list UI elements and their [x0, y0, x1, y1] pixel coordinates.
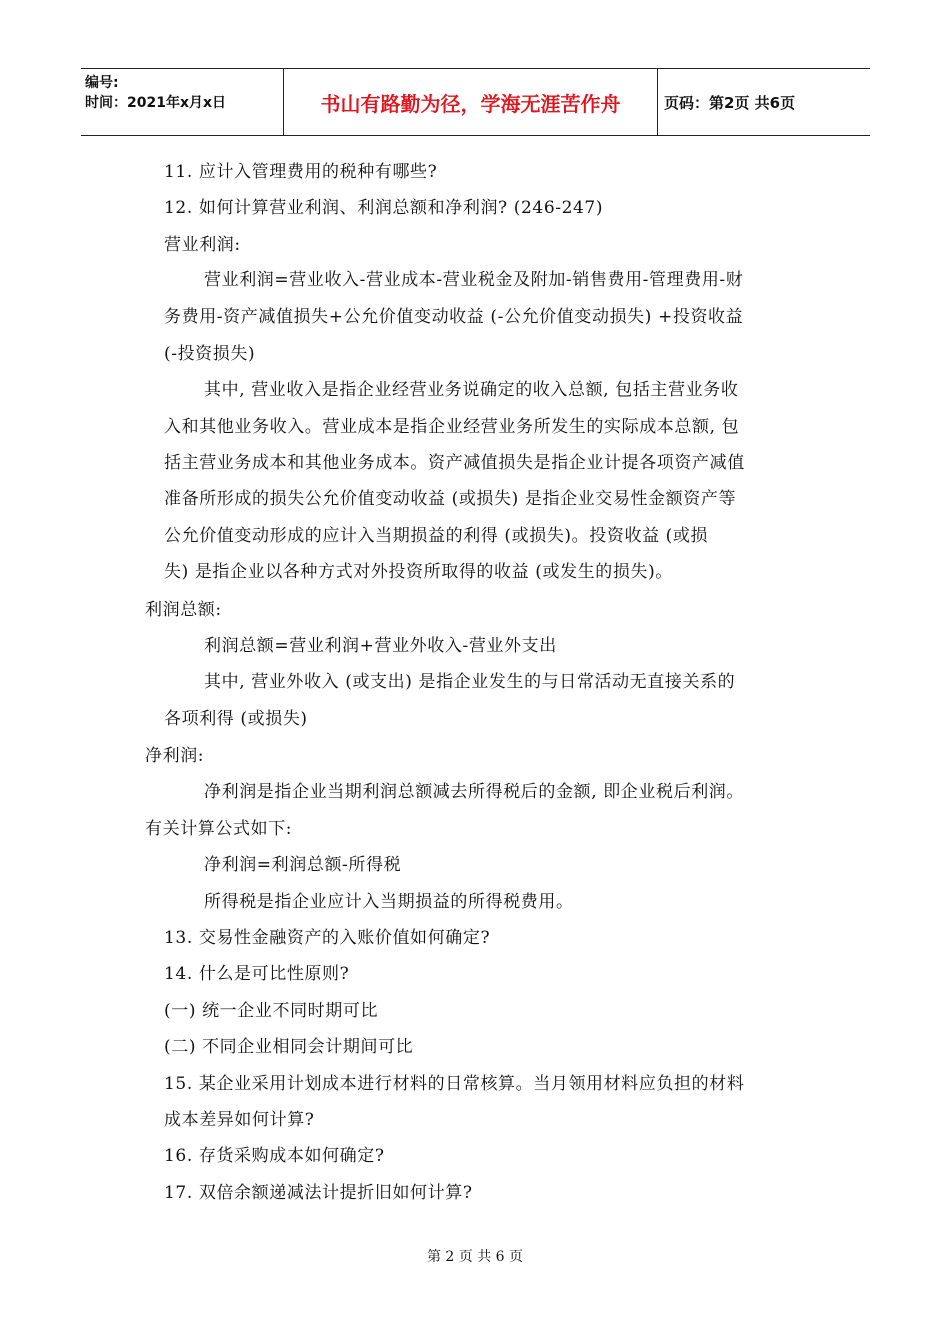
- list-item: (一) 统一企业不同时期可比: [164, 1001, 379, 1021]
- section-heading: 利润总额:: [145, 600, 222, 620]
- paragraph-line: 准备所形成的损失公允价值变动收益 (或损失) 是指企业交易性金额资产等: [164, 489, 737, 509]
- header-motto: 书山有路勤为径，学海无涯苦作舟: [283, 69, 658, 135]
- section-heading: 营业利润:: [164, 235, 241, 255]
- paragraph-line: 括主营业务成本和其他业务成本。资产减值损失是指企业计提各项资产减值: [164, 453, 745, 473]
- header-page-info: 页码：第2页 共6页: [664, 93, 796, 112]
- question-16: 16. 存货采购成本如何确定?: [164, 1146, 385, 1166]
- paragraph-line: 失) 是指企业以各种方式对外投资所取得的收益 (或发生的损失)。: [164, 562, 673, 582]
- question-14: 14. 什么是可比性原则?: [164, 964, 350, 984]
- paragraph-line: 其中, 营业外收入 (或支出) 是指企业发生的与日常活动无直接关系的: [204, 672, 736, 692]
- formula-line: 利润总额=营业利润+营业外收入-营业外支出: [204, 636, 557, 656]
- page-footer: 第 2 页 共 6 页: [426, 1249, 524, 1265]
- formula-line: 营业利润=营业收入-营业成本-营业税金及附加-销售费用-管理费用-财: [204, 270, 744, 290]
- number-label: 编号:: [85, 75, 119, 91]
- question-12: 12. 如何计算营业利润、利润总额和净利润? (246-247): [164, 198, 604, 218]
- paragraph-line: 净利润是指企业当期利润总额减去所得税后的金额, 即企业税后利润。: [204, 782, 745, 802]
- question-13: 13. 交易性金融资产的入账价值如何确定?: [164, 928, 491, 948]
- paragraph-line: 入和其他业务收入。营业成本是指企业经营业务所发生的实际成本总额, 包: [164, 417, 740, 437]
- page-header: [81, 68, 870, 136]
- question-15-cont: 成本差异如何计算?: [164, 1110, 315, 1130]
- question-17: 17. 双倍余额递减法计提折旧如何计算?: [164, 1183, 473, 1203]
- paragraph-line: 所得税是指企业应计入当期损益的所得税费用。: [204, 892, 574, 912]
- paragraph-line: 各项利得 (或损失): [164, 709, 308, 729]
- paragraph-line: 其中, 营业收入是指企业经营业务说确定的收入总额, 包括主营业务收: [204, 380, 739, 400]
- question-11: 11. 应计入管理费用的税种有哪些?: [164, 162, 438, 182]
- section-heading: 净利润:: [145, 746, 205, 766]
- paragraph-line: 有关计算公式如下:: [145, 819, 293, 839]
- formula-line: 务费用-资产减值损失+公允价值变动收益 (-公允价值变动损失) +投资收益: [164, 307, 744, 327]
- formula-line: 净利润=利润总额-所得税: [204, 855, 402, 875]
- list-item: (二) 不同企业相同会计期间可比: [164, 1037, 414, 1057]
- question-15: 15. 某企业采用计划成本进行材料的日常核算。当月领用材料应负担的材料: [164, 1074, 745, 1094]
- paragraph-line: 公允价值变动形成的应计入当期损益的利得 (或损失)。投资收益 (或损: [164, 526, 709, 546]
- header-meta: [81, 69, 283, 135]
- date-label: 时间：2021年x月x日: [85, 95, 227, 111]
- formula-line: (-投资损失): [164, 344, 256, 364]
